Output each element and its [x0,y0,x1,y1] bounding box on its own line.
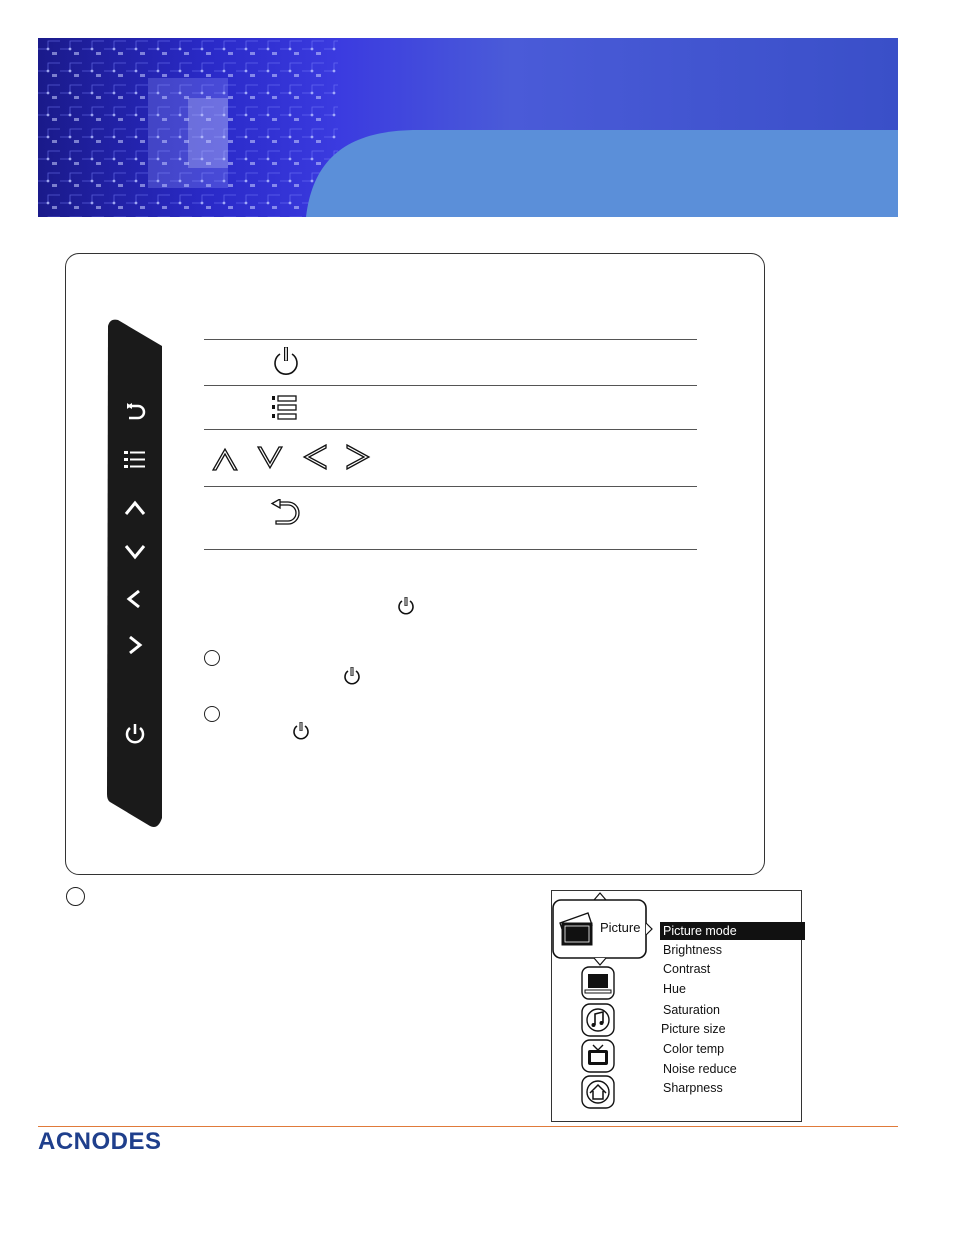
menu-item-hue[interactable]: Hue [663,982,686,996]
menu-item-picture-size[interactable]: Picture size [661,1022,726,1036]
step-marker [204,706,220,722]
left-arrow-icon [300,442,330,477]
keypad-body [106,318,164,830]
menu-icon[interactable] [106,449,164,471]
music-icon[interactable] [581,1003,615,1042]
up-arrow-icon [210,444,240,477]
picture-icon[interactable] [556,909,596,952]
menu-item-brightness[interactable]: Brightness [663,943,723,957]
table-rule [204,339,697,340]
menu-icon [270,393,300,428]
menu-item-contrast[interactable]: Contrast [663,962,711,976]
osd-menu [551,890,802,1122]
power-icon [292,721,310,746]
power-icon [397,596,415,621]
up-arrow-icon[interactable] [106,498,164,518]
power-icon [272,345,300,382]
step-marker [204,650,220,666]
step-marker [66,887,85,906]
menu-item-noise-reduce[interactable]: Noise reduce [663,1062,737,1076]
monitor-keypad [106,318,164,830]
table-rule [204,486,697,487]
home-icon[interactable] [581,1075,615,1114]
right-arrow-icon[interactable] [106,634,164,656]
power-icon[interactable] [106,722,164,746]
left-arrow-icon[interactable] [106,588,164,610]
circuit-board-image [38,38,898,217]
menu-item-picture-mode[interactable]: Picture mode [660,922,805,940]
return-icon[interactable] [106,402,164,424]
instruction-panel [65,253,765,875]
computer-icon[interactable] [581,966,615,1005]
tv-icon[interactable] [581,1039,615,1078]
menu-item-sharpness[interactable]: Sharpness [663,1081,723,1095]
footer-rule [38,1126,898,1127]
header-banner [38,38,898,217]
right-arrow-icon [343,442,373,477]
return-icon [268,499,302,534]
menu-item-color-temp[interactable]: Color temp [663,1042,725,1056]
brand-logo: ACNODES [38,1128,162,1155]
menu-item-saturation[interactable]: Saturation [663,1003,720,1017]
osd-tab-label: Picture [600,920,641,935]
table-rule [204,385,697,386]
table-rule [204,549,697,550]
down-arrow-icon [255,444,285,477]
down-arrow-icon[interactable] [106,542,164,562]
table-rule [204,429,697,430]
power-icon [343,666,361,691]
